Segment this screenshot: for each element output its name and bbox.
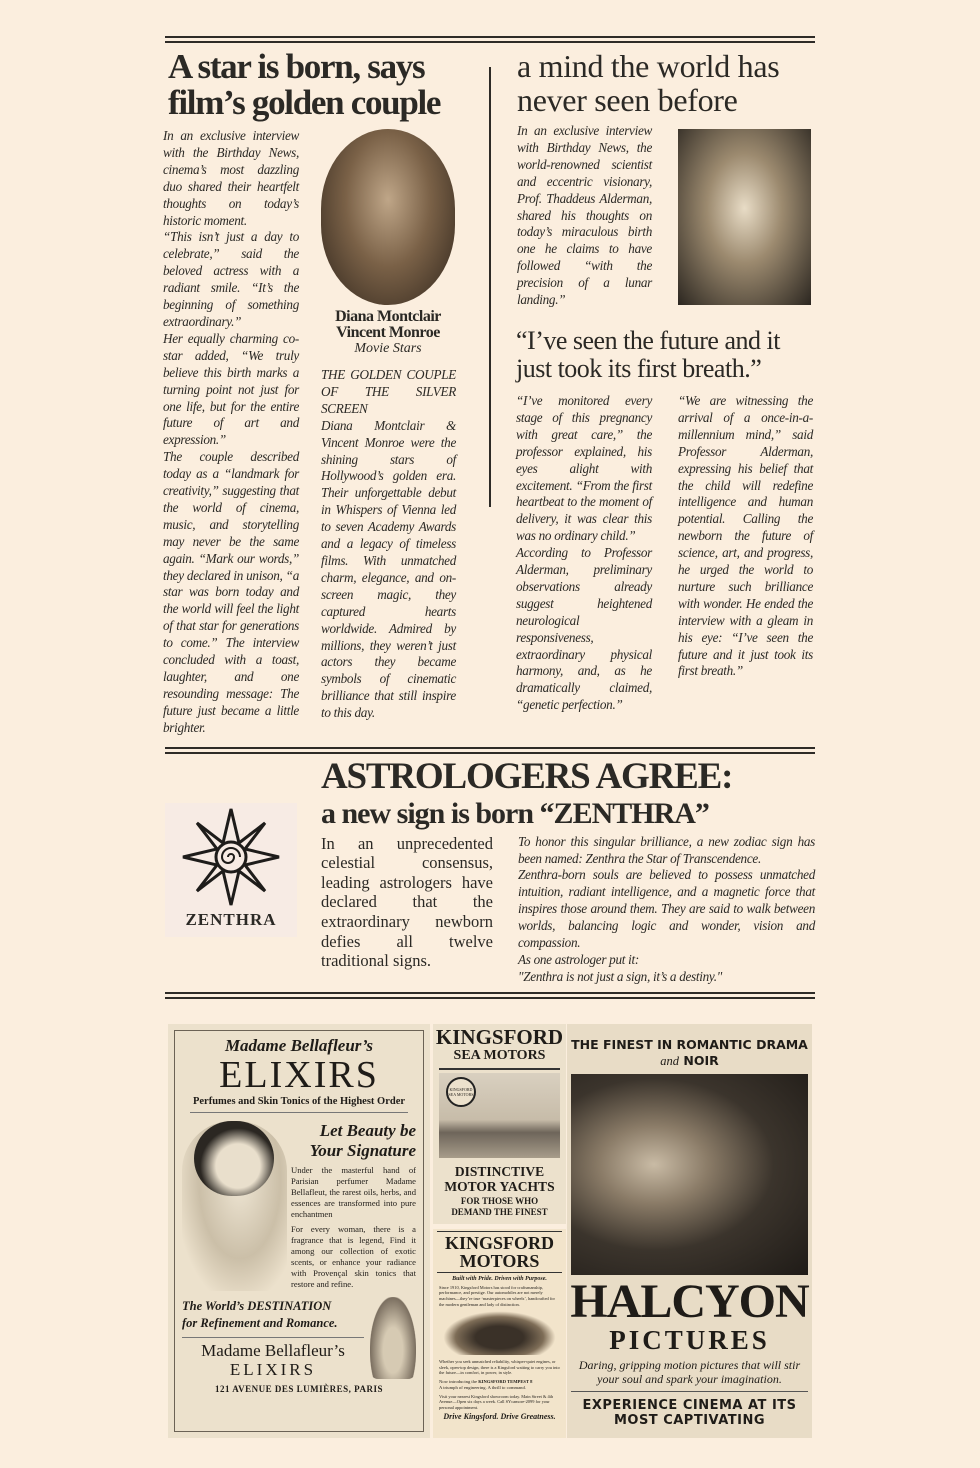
article2-headline <box>517 49 815 117</box>
ad-tagline: FOR THOSE WHO <box>460 1195 539 1206</box>
kingsford-motors-ad <box>433 1229 566 1438</box>
article1 <box>165 49 489 737</box>
ad-title: ELIXIRS <box>219 1053 379 1096</box>
ad-headline: MOTOR YACHTS <box>444 1178 555 1194</box>
sea-motors-badge <box>446 1077 476 1107</box>
paragraph: According to Professor Alderman, preliminary observations already suggest heightened neurological responsiveness, extraordinary physical harmony, and, as he dramatically claimed, “genetic perfection.” <box>516 545 652 713</box>
headline-line: never seen before <box>517 82 738 118</box>
kingsford-sea-motors-ad <box>433 1024 566 1224</box>
ad-title: KINGSFORD <box>444 1232 554 1253</box>
zenthra-star-icon <box>181 807 281 907</box>
paragraph: "Zenthra is not just a sign, it’s a destiny." <box>518 968 722 984</box>
article2-column2: “We are witnessing the arrival of a once-in-a-millennium mind,” said Professor Alderman, expressing his belief that the child will redefine intelligence and human potential. Calling the newborn the future of science, art, and progress, he urged the world to nurture such brilliance with wonder. He ended the interview with a gleam in his eye: “I’ve seen the future and it just took its first breath.” <box>678 392 813 679</box>
ad-headline: DISTINCTIVE <box>454 1163 545 1179</box>
ad-address: 121 AVENUE DES LUMIÈRES, PARIS <box>215 1383 383 1394</box>
column-heading: THE GOLDEN COUPLE OF THE SILVER SCREEN <box>321 367 456 416</box>
ad-title: HALCYON <box>570 1274 809 1328</box>
ad-destination <box>182 1298 364 1332</box>
article1-column2 <box>321 367 456 722</box>
destination-line: for Refinement and Romance. <box>182 1315 338 1330</box>
ad-slogan: Built with Pride. Driven with Purpose. <box>452 1275 547 1282</box>
ad-subtitle: PICTURES <box>609 1324 770 1355</box>
scientist-photo <box>678 129 811 305</box>
ad-copy: Since 1910, Kingsford Motors has stood for craftsmanship, performance, and prestige. Our automobiles are not merely machines—they’re true ‘masterpieces on wheels’, handcrafted for the modern gentleman and lady of distinction. <box>439 1284 555 1307</box>
paragraph: Zenthra-born souls are believed to possess unmatched intuition, radiant intelligence, and a magnetic force that inspires those around them. They are said to walk between worlds, balancing logic and wonder, vision and compassion. <box>518 867 815 951</box>
ad-copy <box>291 1165 416 1290</box>
article3-subheadline: a new sign is born “ZENTHRA” <box>321 796 709 830</box>
slogan-line: Let Beauty be <box>319 1120 416 1140</box>
yacht-illustration <box>439 1073 560 1158</box>
paragraph: Diana Montclair & Vincent Monroe were the shining stars of Hollywood’s golden era. Their unforgettable debut in Whispers of Vienna led to seven Academy Awards and a legacy of timeless films. With unmatched charm, elegance, and on-screen magic, they captured hearts worldwide. Admired by millions, they weren’t just actors they became symbols of cinematic brilliance that still inspire to this day. <box>321 417 456 721</box>
zenthra-logo-text: ZENTHRA <box>185 909 277 929</box>
section-double-rule <box>165 992 815 999</box>
top-section <box>165 49 815 737</box>
paragraph: “This isn’t just a day to celebrate,” said the beloved actress with a radiant smile. “It’s the beginning of something extraordinary.” <box>163 229 299 329</box>
text: A triumph of engineering. A thrill to command. <box>439 1384 526 1390</box>
ad-footer-brand: Madame Bellafleur’s <box>201 1340 345 1360</box>
ad-description: Daring, gripping motion pictures that will stir your soul and spark your imagination. <box>578 1357 801 1386</box>
paragraph: “I’ve monitored every stage of this pregnancy with great care,” the professor explained, his eyes alight with excitement. “From the first heartbeat to the moment of delivery, it was clear this was no ordinary child.” <box>516 392 652 544</box>
caption-name: Diana Montclair <box>335 308 441 325</box>
ad-slogan <box>291 1121 416 1161</box>
photo-caption-names <box>315 309 461 341</box>
ad-subtitle: SEA MOTORS <box>453 1047 546 1063</box>
model-name: KINGSFORD TEMPEST 8 <box>478 1378 533 1384</box>
ad-copy: Whether you seek unmatched reliability, whisper-quiet engines, or sleek, open-top design, there is a Kingsford waiting to carry you into the future—in comfort, in power, in style. <box>439 1359 560 1376</box>
article2-column1 <box>516 393 652 714</box>
ad-copy <box>439 1379 560 1391</box>
article1-column1 <box>163 128 299 737</box>
romantic-couple-photo <box>571 1074 808 1275</box>
ad-tagline: Perfumes and Skin Tonics of the Highest Order <box>192 1095 406 1107</box>
ad-copy: Visit your nearest Kingsford showroom today. Main Street & 4th Avenue—Open six days a week. Call SYcamore-2099 for your personal appointment. <box>439 1393 554 1410</box>
article2 <box>517 49 815 737</box>
paragraph: In an exclusive interview with the Birthday News, cinema’s most dazzling duo shared their heartfelt thoughts on today’s historic moment. <box>163 128 299 228</box>
halcyon-pictures-ad <box>567 1024 812 1438</box>
headline-line: a mind the world has <box>517 48 780 84</box>
paragraph: To honor this singular brilliance, a new zodiac sign has been named: Zenthra the Star of Transcendence. <box>518 833 815 866</box>
ad-brand: Madame Bellafleur’s <box>224 1035 374 1055</box>
article3-right-text <box>518 834 815 986</box>
newspaper-page <box>165 0 815 1468</box>
elixirs-ad <box>168 1024 430 1438</box>
pull-quote: “I’ve seen the future and it just took its first breath.” <box>516 325 780 383</box>
section-double-rule <box>165 747 815 754</box>
ad-footer: Drive Kingsford. Drive Greatness. <box>443 1412 556 1422</box>
slogan-line: Your Signature <box>309 1140 416 1160</box>
article3-headline: ASTROLOGERS AGREE: <box>321 755 733 797</box>
paragraph: As one astrologer put it: <box>518 951 639 967</box>
car-illustration <box>443 1311 556 1355</box>
photo-caption-role: Movie Stars <box>354 341 422 356</box>
ad-top-line: THE FINEST IN ROMANTIC DRAMA <box>571 1036 808 1052</box>
zenthra-logo <box>165 803 297 937</box>
top-double-rule <box>165 36 815 43</box>
destination-line: The World’s DESTINATION <box>182 1298 332 1313</box>
column-divider <box>489 67 491 507</box>
article3 <box>165 755 815 986</box>
headline-line: film’s golden couple <box>168 83 441 122</box>
movie-stars-photo <box>321 129 455 305</box>
ad-tagline: DEMAND THE FINEST <box>451 1206 548 1217</box>
headline-line: A star is born, says <box>168 47 425 86</box>
text: NOIR <box>683 1052 719 1068</box>
ad-footer: EXPERIENCE CINEMA AT ITS MOST CAPTIVATING <box>582 1397 797 1428</box>
text: Now introducing the <box>439 1378 478 1384</box>
caption-name: Vincent Monroe <box>336 324 440 341</box>
ads-row <box>168 1024 815 1438</box>
article3-left-text: In an unprecedented celestial consensus, leading astrologers have declared that the extraordinary newborn defies all twelve traditional signs. <box>321 833 493 971</box>
woman-illustration <box>182 1121 287 1291</box>
ad-subtitle: MOTORS <box>459 1250 540 1271</box>
paragraph: The couple described today as a “landmark for creativity,” suggesting that the world of cinema, music, and storytelling may never be the same again. “Mark our words,” they declared in unison, “a star was born today and the world will feel the light of that star for generations to come.” The interview concluded with a toast, laughter, and one resounding message: The future just became a little brighter. <box>163 449 299 735</box>
ad-footer-title: ELIXIRS <box>229 1359 317 1379</box>
paragraph: Under the masterful hand of Parisian perfumer Madame Bellafleut, the rarest oils, herbs, and essences are transformed into pure enchantmen <box>291 1164 416 1219</box>
badge-text: KINGSFORD SEA MOTORS <box>448 1086 474 1097</box>
article2-intro: In an exclusive interview with Birthday News, the world-renowned scientist and eccentric visionary, Prof. Thaddeus Alderman, shared his thoughts on today’s miraculous birth one he claims to have followed “with the precision of a lunar landing.” <box>517 123 652 308</box>
ad-title: KINGSFORD <box>435 1024 564 1049</box>
perfume-bottle-illustration <box>370 1297 416 1379</box>
paragraph: For every woman, there is a fragrance that is legend, Find it among our collection of exotic scents, or enhance your radiance with Provençal skin tonics that restore and refine. <box>291 1223 416 1289</box>
ad-top-line <box>567 1053 812 1069</box>
text: and <box>660 1053 679 1068</box>
article1-headline <box>168 49 489 121</box>
paragraph: Her equally charming co-star added, “We truly believe this birth marks a turning point not just for one life, but for the entire future of art and expression.” <box>163 330 299 448</box>
